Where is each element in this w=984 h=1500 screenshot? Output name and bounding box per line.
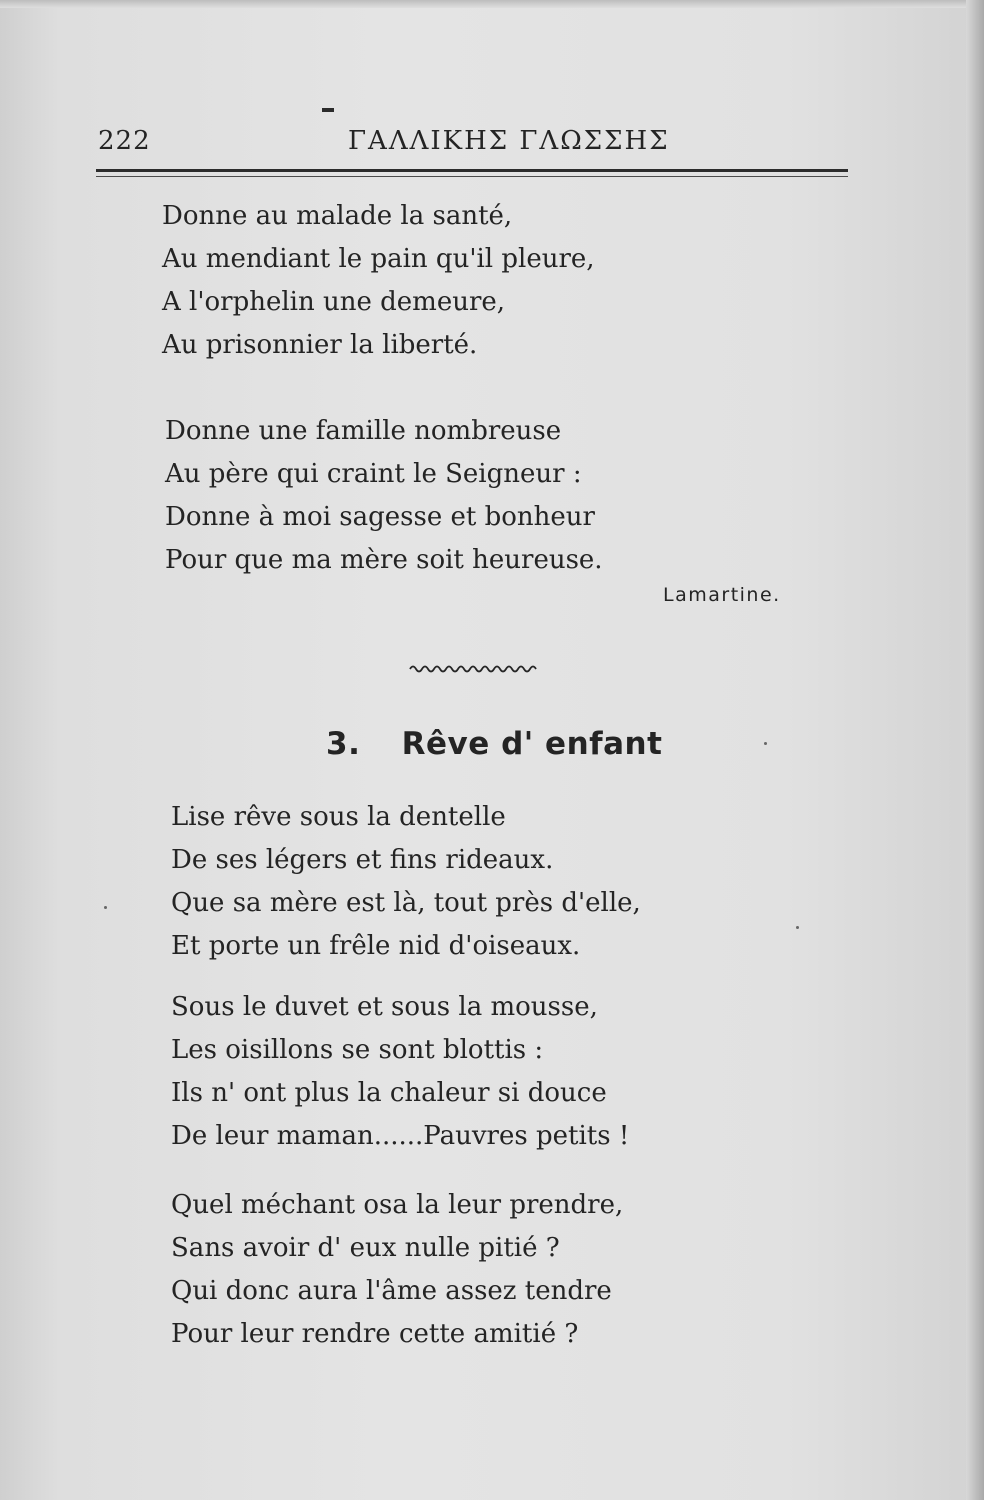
verse-line: Quel méchant osa la leur prendre, <box>171 1190 624 1220</box>
verse-line: Et porte un frêle nid d'oiseaux. <box>171 931 581 961</box>
verse-line: A l'orphelin une demeure, <box>162 287 506 317</box>
poem2-stanza-3 <box>171 1184 623 1356</box>
verse-line: Au père qui craint le Seigneur : <box>165 459 582 489</box>
section-title: Rêve d' enfant <box>401 726 663 762</box>
running-head: ΓΑΛΛΙΚΗΣ ΓΛΩΣΣΗΣ <box>348 126 670 156</box>
header-mark <box>322 108 334 112</box>
paper-speck <box>764 742 767 745</box>
verse-line: Qui donc aura l'âme assez tendre <box>171 1276 612 1306</box>
verse-line: De leur maman......Pauvres petits ! <box>171 1121 630 1151</box>
verse-line: Donne au malade la santé, <box>162 201 513 231</box>
verse-line: Au mendiant le pain qu'il pleure, <box>162 244 595 274</box>
verse-line: Sous le duvet et sous la mousse, <box>171 992 598 1022</box>
verse-line: Ils n' ont plus la chaleur si douce <box>171 1078 607 1108</box>
header-rule-thick <box>96 169 848 172</box>
section-heading <box>326 726 662 762</box>
verse-line: Les oisillons se sont blottis : <box>171 1035 544 1065</box>
page-right-edge <box>966 0 984 1500</box>
poem1-stanza-1 <box>162 195 595 367</box>
author-attribution: Lamartine. <box>663 584 781 606</box>
verse-line: Donne à moi sagesse et bonheur <box>165 502 595 532</box>
verse-line: Donne une famille nombreuse <box>165 416 562 446</box>
page-number: 222 <box>98 126 151 156</box>
wavy-divider <box>408 662 542 676</box>
verse-line: De ses légers et fins rideaux. <box>171 845 554 875</box>
poem2-stanza-2 <box>171 986 629 1158</box>
verse-line: Pour que ma mère soit heureuse. <box>165 545 603 575</box>
paper-speck <box>796 926 799 929</box>
verse-line: Pour leur rendre cette amitié ? <box>171 1319 579 1349</box>
poem2-stanza-1 <box>171 796 641 968</box>
section-number: 3. <box>326 726 361 762</box>
paper-speck <box>104 906 107 909</box>
verse-line: Lise rêve sous la dentelle <box>171 802 506 832</box>
verse-line: Au prisonnier la liberté. <box>162 330 478 360</box>
verse-line: Sans avoir d' eux nulle pitié ? <box>171 1233 560 1263</box>
verse-line: Que sa mère est là, tout près d'elle, <box>171 888 641 918</box>
page-top-edge <box>0 0 984 8</box>
header-rule-thin <box>96 176 848 177</box>
poem1-stanza-2 <box>165 410 603 582</box>
